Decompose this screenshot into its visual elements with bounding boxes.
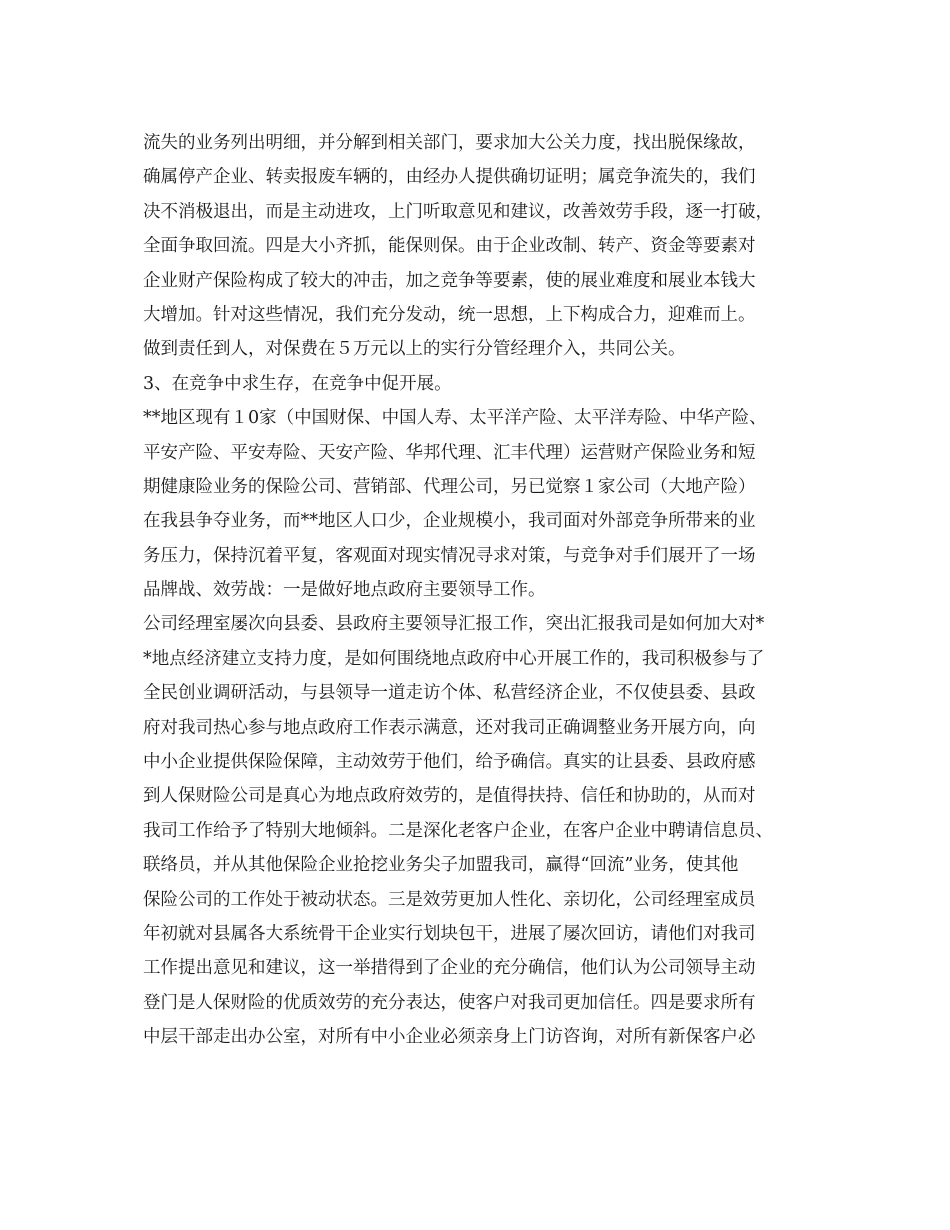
text-line: 到人保财险公司是真心为地点政府效劳的，是值得扶持、信任和协助的，从而对 (143, 786, 756, 807)
text-line: 决不消极退出，而是主动进攻，上门听取意见和建议，改善效劳手段，逐一打破， (143, 201, 773, 222)
body-text (143, 126, 823, 1055)
text-line: 期健康险业务的保险公司、营销部、代理公司，另已觉察１家公司（大地产险） (143, 476, 756, 497)
text-line: 登门是人保财险的优质效劳的充分表达，使客户对我司更加信任。四是要求所有 (143, 992, 756, 1013)
text-line: 务压力，保持沉着平复，客观面对现实情况寻求对策，与竞争对手们展开了一场 (143, 545, 756, 566)
text-line: 流失的业务列出明细，并分解到相关部门，要求加大公关力度，找出脱保缘故， (143, 133, 756, 153)
text-line: 在我县争夺业务，而**地区人口少，企业规模小，我司面对外部竞争所带来的业 (143, 511, 756, 532)
text-line: 全面争取回流。四是大小齐抓，能保则保。由于企业改制、转产、资金等要素对 (143, 236, 756, 257)
text-line: 企业财产保险构成了较大的冲击，加之竞争等要素，使的展业难度和展业本钱大 (143, 270, 756, 291)
text-line: 平安产险、平安寿险、天安产险、华邦代理、汇丰代理）运营财产保险业务和短 (143, 442, 756, 463)
text-line: 我司工作给予了特别大地倾斜。二是深化老客户企业，在客户企业中聘请信息员、 (143, 820, 773, 841)
text-line: 工作提出意见和建议，这一举措得到了企业的充分确信，他们认为公司领导主动 (143, 958, 756, 979)
text-line: **地区现有１0家（中国财保、中国人寿、太平洋产险、太平洋寿险、中华产险、 (143, 408, 767, 429)
text-line: 全民创业调研活动，与县领导一道走访个体、私营经济企业，不仅使县委、县政 (143, 683, 756, 704)
text-line: 公司经理室屡次向县委、县政府主要领导汇报工作，突出汇报我司是如何加大对* (143, 614, 765, 635)
text-line: 中层干部走出办公室，对所有中小企业必须亲身上门访咨询，对所有新保客户必 (143, 1027, 756, 1048)
text-line: 保险公司的工作处于被动状态。三是效劳更加人性化、亲切化，公司经理室成员 (143, 889, 756, 910)
text-line: 大增加。针对这些情况，我们充分发动，统一思想，上下构成合力，迎难而上。 (143, 304, 756, 325)
text-line: 联络员，并从其他保险企业抢挖业务尖子加盟我司，赢得“回流”业务，使其他 (143, 855, 739, 876)
text-line: 做到责任到人，对保费在５万元以上的实行分管经理介入，共同公关。 (143, 339, 686, 360)
text-line: 中小企业提供保险保障，主动效劳于他们，给予确信。真实的让县委、县政府感 (143, 752, 756, 773)
text-line: 年初就对县属各大系统骨干企业实行划块包干，进展了屡次回访，请他们对我司 (143, 923, 756, 944)
text-line: 品牌战、效劳战：一是做好地点政府主要领导工作。 (143, 580, 546, 601)
section-heading: 3、在竞争中求生存，在竞争中促开展。 (143, 373, 452, 394)
text-line: 府对我司热心参与地点政府工作表示满意，还对我司正确调整业务开展方向，向 (143, 717, 756, 738)
text-line: *地点经济建立支持力度，是如何围绕地点政府中心开展工作的，我司积极参与了 (143, 648, 765, 669)
text-line: 确属停产企业、转卖报废车辆的，由经办人提供确切证明；属竞争流失的，我们 (143, 167, 756, 188)
